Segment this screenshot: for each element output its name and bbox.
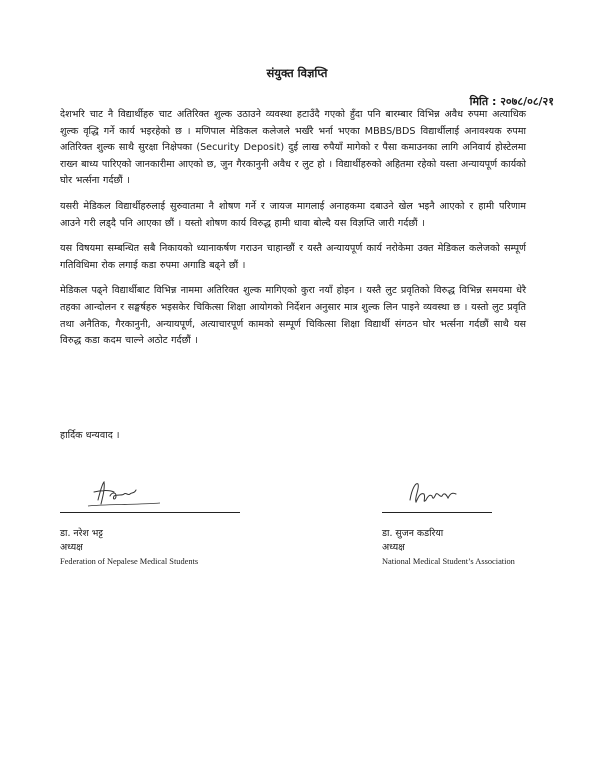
- handwritten-signature-left: [84, 478, 164, 508]
- signatory-organization-right: National Medical Student’s Association: [382, 557, 515, 566]
- paragraph-1: देशभरि चाट नै विद्यार्थीहरु चाट अतिरिक्त शुल्क उठाउने व्यवस्था हटाउँदै गएको हुँदा पनि बारम्बार विभिन्न अवैध रुपमा अत्याधिक शुल्क वृद्धि गर्ने कार्य भइरहेको छ । मणिपाल मेडिकल कलेजले भर्खरै भर्ना भएका MBBS/BDS विद्यार्थीलाई अनावश्यक रुपमा अतिरिक्त शुल्क साथै सुरक्षा निक्षेपका (Security Deposit) दुई लाख रुपैयाँ मागेको र पैसा कमाउनका लागि अनिवार्य होस्टेलमा राख्न बाध्य पारिएको जानकारीमा आएको छ, जुन गैरकानुनी अवैध र लुट हो । विद्यार्थीहरुको अहितमा रहेको यस्ता अन्यायपूर्ण कार्यको घोर भर्त्सना गर्दछौं ।: [60, 109, 526, 187]
- paragraph-2: यसरी मेडिकल विद्यार्थीहरुलाई सुरुवातमा नै शोषण गर्ने र जायज मागलाई अनाहकमा दबाउने खेल भइनै आएको र हामी परिणाम आउने गरी लड्दै पनि आएका छौं । यस्तो शोषण कार्य विरुद्ध हामी धावा बोल्दै यस विज्ञप्ति जारी गर्दछौं ।: [60, 200, 526, 229]
- signature-line-left: [60, 512, 240, 513]
- paragraph-4: मेडिकल पढ्ने विद्यार्थीबाट विभिन्न नाममा अतिरिक्त शुल्क मागिएको कुरा नयाँ होइन । यस्तै लुट प्रवृतिको विरुद्ध विभिन्न समयमा धेरै तहका आन्दोलन र सङ्घर्षहरु भइसकेर चिकित्सा शिक्षा आयोगको निर्देशन अनुसार मात्र शुल्क लिन पाइने व्यवस्था छ । यस्तो लुट प्रवृति तथा अनैतिक, गैरकानुनी, अन्यायपूर्ण, अत्याचारपूर्ण कामको सम्पूर्ण चिकित्सा शिक्षा विद्यार्थी संगठन घोर भर्त्सना गर्दछौं साथै यस विरुद्ध कडा कदम चाल्ने अठोट गर्दछौं ।: [60, 285, 526, 347]
- signature-line-right: [382, 512, 492, 513]
- signatory-organization-left: Federation of Nepalese Medical Students: [60, 557, 199, 566]
- signatory-name-left: डा. नरेश भट्ट: [60, 528, 103, 539]
- notice-body: [60, 107, 526, 359]
- paragraph-3: यस विषयमा सम्बन्धित सबै निकायको ध्यानाकर्षण गराउन चाहान्छौं र यस्तै अन्यायपूर्ण कार्य नरोकेमा उक्त मेडिकल कलेजको सम्पूर्ण गतिविधिमा रोक लगाई कडा रुपमा अगाडि बढ्ने छौं ।: [60, 243, 526, 271]
- signatory-role-left: अध्यक्ष: [60, 542, 83, 553]
- signatory-name-right: डा. सुजन कडरिया: [382, 528, 444, 539]
- notice-title: संयुक्त विज्ञप्ति: [266, 66, 328, 80]
- notice-date: मिति : २०७८/०८/२१: [469, 95, 554, 108]
- handwritten-signature-right: [400, 478, 470, 508]
- signature-block-left: [60, 478, 250, 568]
- signatory-role-right: अध्यक्ष: [382, 542, 405, 553]
- signature-block-right: [382, 478, 552, 568]
- closing-thanks: हार्दिक धन्यवाद ।: [60, 430, 120, 441]
